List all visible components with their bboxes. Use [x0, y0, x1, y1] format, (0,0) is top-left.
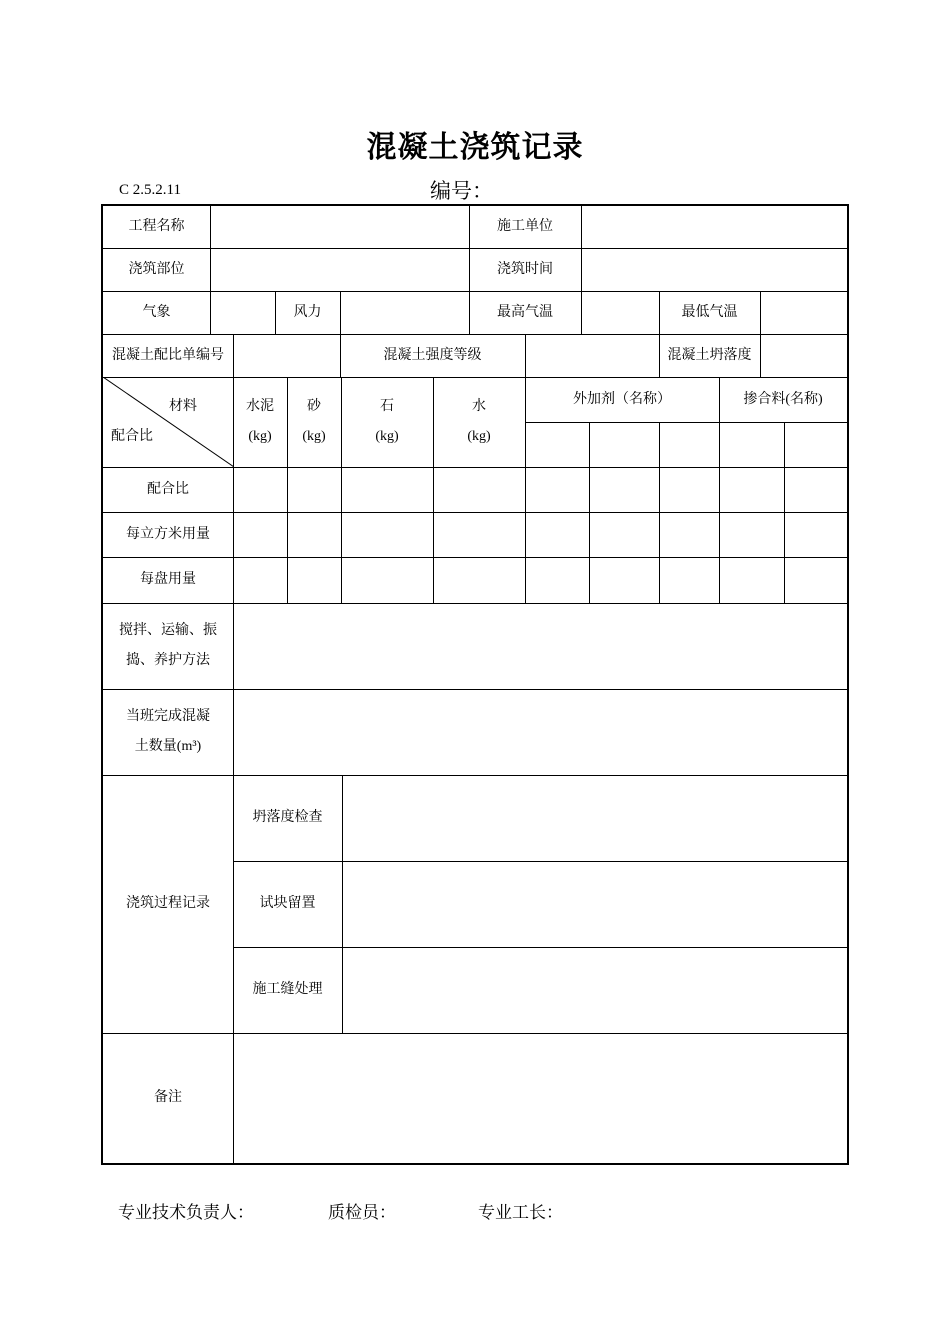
method-label: 搅拌、运输、振 捣、养护方法: [119, 623, 217, 668]
per-cubic-row-label: 每立方米用量: [126, 526, 210, 542]
project-name-label: 工程名称: [128, 219, 185, 234]
col-line: [340, 291, 341, 334]
record-table: [101, 204, 849, 1165]
document-title: 混凝土浇筑记录: [366, 131, 584, 164]
joint-label: 施工缝处理: [252, 982, 323, 997]
mix-ratio-row-label: 配合比: [147, 481, 189, 497]
pour-time-label: 浇筑时间: [497, 261, 553, 277]
stone-label: 石 (kg): [375, 399, 399, 444]
slump-check-label: 坍落度检查: [252, 810, 323, 825]
col-line: [760, 334, 761, 377]
tech-lead-signature: 专业技术负责人：: [118, 1203, 254, 1222]
row-line: [103, 689, 847, 690]
sand-label: 砂 (kg): [302, 399, 326, 444]
weather-label: 气象: [142, 304, 171, 320]
max-temp-label: 最高气温: [497, 304, 553, 320]
col-line: [581, 206, 582, 334]
inspector-signature: 质检员：: [328, 1203, 396, 1222]
remarks-label: 备注: [154, 1090, 182, 1105]
col-line: [233, 334, 234, 377]
col-line: [589, 422, 590, 603]
blend-label: 掺合料(名称): [743, 391, 823, 407]
min-temp-label: 最低气温: [681, 304, 738, 320]
admixture-label: 外加剂（名称）: [573, 391, 671, 407]
strength-grade-label: 混凝土强度等级: [383, 347, 482, 363]
quantity-label: 当班完成混凝 土数量(m³): [126, 709, 210, 754]
foreman-signature: 专业工长：: [478, 1203, 563, 1222]
wind-label: 风力: [293, 304, 322, 320]
mix-ratio-diag-label: 配合比: [111, 429, 153, 444]
form-code: C 2.5.2.11: [119, 182, 181, 198]
cement-label: 水泥 (kg): [246, 399, 274, 444]
mix-no-label: 混凝土配比单编号: [112, 347, 224, 363]
water-label: 水 (kg): [467, 399, 491, 444]
col-line: [342, 775, 343, 1033]
material-label: 材料: [169, 399, 197, 414]
col-line: [659, 422, 660, 603]
pour-location-label: 浇筑部位: [128, 261, 185, 277]
col-line: [784, 422, 785, 603]
col-line: [760, 291, 761, 334]
process-record-label: 浇筑过程记录: [126, 896, 210, 911]
number-label: 编号：: [430, 179, 493, 203]
per-batch-row-label: 每盘用量: [140, 572, 196, 587]
slump-label: 混凝土坍落度: [667, 347, 752, 363]
row-line: [103, 603, 847, 604]
row-line: [525, 422, 847, 423]
construction-unit-label: 施工单位: [497, 219, 553, 234]
specimen-label: 试块留置: [259, 896, 316, 911]
col-line: [525, 334, 526, 377]
col-line: [210, 206, 211, 334]
